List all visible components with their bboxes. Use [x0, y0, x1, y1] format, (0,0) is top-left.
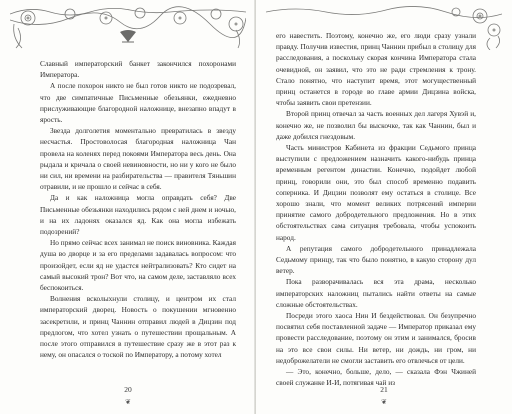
paragraph: Звезда долголетия моментально превратилась в звезду несчастья. Простоволосая благородная наложница Чан провела на коленях перед покоями Императора весь день. Она рыдала и кричала о своей невиновности, но ни у кого не было ни сил, ни времени на разбирательства — правителя Тяньшин отравили, и не прошло и сейчас в себя. — [40, 126, 236, 192]
paragraph: А репутация самого добродетельного принадлежала Седьмому принцу, так что было понятно, в какую сторону дул ветер. — [276, 243, 476, 276]
floral-ornament-left — [10, 4, 246, 50]
left-page-text — [40, 58, 236, 360]
page-mark-right: ❦ — [381, 398, 387, 406]
page-number-right: 21 — [380, 385, 388, 394]
paragraph: — Это, конечно, больше, дело, — сказала Фэн Чжиней своей служанке И-И, потягивая чай из — [276, 367, 476, 388]
paragraph: Славный императорский банкет закончился похоронами Императора. — [40, 59, 236, 80]
right-page-text — [276, 30, 476, 389]
paragraph: Часть министров Кабинета из фракции Седьмого принца выступили с предложением назначить какого-нибудь принца временным регентом династии. Конечно, подойдет любой принц, говорили они, это был способ временно подавить соперника. И Дицзин позволят ему остаться в столице. Все хорошо знали, что момент великих потрясений империи принятие самого добродетельного предложения. Но в этих обстоятельствах сама ситуация требовала, чтобы успокоить народ. — [276, 143, 476, 242]
paragraph: А после похорон никто не был готов никто не подозревал, что две симпатичные Письменные обезьянки, ежедневно прислуживающие благородной наложнице, внезапно впадут в ярость. — [40, 81, 236, 125]
page-number-left: 20 — [124, 385, 132, 394]
paragraph: его навестить. Поэтому, конечно же, его люди сразу узнали правду. Получив известия, принц Чаннин прибыл в столицу для расследования, а поскольку скорая кончина Императора стала очевидной, он заявил, что это не ради стремления к трону. Стало понятно, что наступит время, этот могущественный принц останется в городе во главе армии Дицзина войска, чтобы заявить свои претензии. — [276, 31, 476, 108]
paragraph: Волнения всколыхнули столицу, и центром их стал императорский дворец. Новость о покушении мгновенно засекретили, и принц Чаннин отправил людей в Дицзин под предлогом, что хотел узнать о путешествии прощальным. А после этого отправился в путешествие сразу же в этот раз к нему, он опасался о тоской по Императору, а потому хотел — [40, 294, 236, 360]
page-mark-left: ❦ — [125, 398, 131, 406]
right-page — [256, 0, 512, 414]
paragraph: Пока разворачивалась вся эта драма, несколько императорских наложниц пытались найти ответы на самые сложные обстоятельствах. — [276, 277, 476, 309]
paragraph: Посреди этого хаоса Нин И бездействовал. Он безупречно посвятил себя поставленной задаче — Император приказал ему провести расследование, поэтому он этим и занимался, бросив на это все свои силы. Ни ветер, ни дождь, ни гром, ни недоброжелатели не смогли заставить его отвлечься от цели. — [276, 311, 476, 365]
paragraph: Но прямо сейчас всех занимал не поиск виновника. Каждая душа во дворце и за его пределами задавалась вопросом: что произойдет, если яд не удастся нейтрализовать? Кто сидет на самый высокий трон? Вот что, на самом деле, заставляло всех беспокоиться. — [40, 238, 236, 293]
paragraph: Да и как наложница могла оправдать себя? Две Письменные обезьянки находились рядом с ней днем и ночью, и на их ладонях оказался яд. Как она могла избежать подозрений? — [40, 193, 236, 237]
paragraph: Второй принц отвечал за часть военных дел лагеря Хувэй и, конечно же, не позволил бы выскочке, так как Чаннин, был и даже добился гнездовым. — [276, 109, 476, 141]
